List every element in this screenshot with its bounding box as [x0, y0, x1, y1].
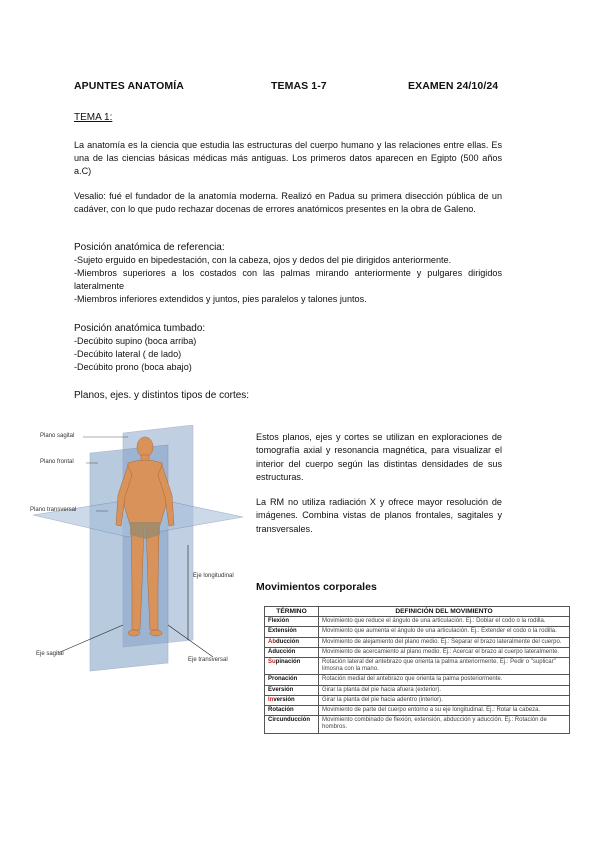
term-cell: Rotación	[265, 706, 319, 716]
table-row	[265, 627, 570, 637]
term-cell: Aducción	[265, 647, 319, 657]
definition-cell: Movimiento de acercamiento al plano medio. Ej.: Acercar el brazo al cuerpo lateralmente.	[319, 647, 570, 657]
header-exam-date: EXAMEN 24/10/24	[408, 80, 499, 92]
definition-cell: Movimiento de alejamiento del plano medio. Ej.: Separar el brazo lateralmente del cuerpo.	[319, 637, 570, 647]
definition-cell: Movimiento combinado de flexión, extensión, abducción y aducción. Ej.: Rotación de hombros.	[319, 716, 570, 733]
definition-cell: Rotación medial del antebrazo que orienta la palma posteriormente.	[319, 675, 570, 685]
table-row	[265, 658, 570, 675]
definition-cell: Movimiento que reduce el ángulo de una articulación. Ej.: Doblar el codo o la rodilla.	[319, 617, 570, 627]
planes-text-1: Estos planos, ejes y cortes se utilizan en exploraciones de tomografía axial y resonancia magnética, para visualizar el interior del cuerpo según las distintas densidades de sus estructuras.	[256, 432, 502, 482]
anatomical-planes-figure	[28, 425, 248, 675]
table-row	[265, 716, 570, 733]
intro-text: La anatomía es la ciencia que estudia las estructuras del cuerpo humano y las relaciones entre ellas. Es una de las ciencias básicas médicas más antiguas. Los primeros datos aparecen en Egipto (500 años a.C)	[74, 140, 502, 176]
lying-position-block	[74, 322, 502, 374]
lying-position-title: Posición anatómica tumbado:	[74, 323, 206, 334]
column-header-definition: DEFINICIÓN DEL MOVIMIENTO	[319, 607, 570, 617]
table-row	[265, 637, 570, 647]
header-topics: TEMAS 1-7	[271, 80, 327, 92]
definition-cell: Movimiento de parte del cuerpo entorno a su eje longitudinal. Ej.: Rotar la cabeza.	[319, 706, 570, 716]
label-eje-transversal: Eje transversal	[188, 657, 228, 663]
section-title: TEMA 1:	[74, 112, 113, 123]
reference-line: -Miembros inferiores extendidos y juntos, pies paralelos y talones juntos.	[74, 294, 367, 304]
term-cell: Supinación	[265, 658, 319, 675]
vesalio-text: Vesalio: fué el fundador de la anatomía moderna. Realizó en Padua su primera disección pública de un cadáver, con lo que pudo rechazar docenas de errores anatómicos presentes en la obra de Galeno.	[74, 191, 502, 214]
reference-position-block	[74, 241, 502, 306]
vesalio-paragraph	[74, 190, 502, 216]
movements-table	[264, 606, 570, 734]
table-row	[265, 647, 570, 657]
term-cell: Pronación	[265, 675, 319, 685]
planes-text-2: La RM no utiliza radiación X y ofrece mayor resolución de imágenes. Combina vistas de planos frontales, sagitales y transversales.	[256, 497, 502, 534]
reference-line: -Sujeto erguido en bipedestación, con la cabeza, ojos y dedos del pie dirigidos anteriormente.	[74, 255, 452, 265]
definition-cell: Girar la planta del pie hacia afuera (exterior).	[319, 685, 570, 695]
lying-line: -Decúbito prono (boca abajo)	[74, 362, 192, 372]
label-plano-frontal: Plano frontal	[40, 459, 74, 465]
intro-paragraph	[74, 139, 502, 178]
header-subject: APUNTES ANATOMÍA	[74, 80, 184, 92]
column-header-term: TÉRMINO	[265, 607, 319, 617]
planes-title: Planos, ejes. y distintos tipos de cortes:	[74, 390, 250, 401]
table-row	[265, 685, 570, 695]
reference-line: -Miembros superiores a los costados con las palmas mirando anteriormente y pulgares dirigidos lateralmente	[74, 268, 502, 291]
reference-position-title: Posición anatómica de referencia:	[74, 242, 225, 253]
term-cell: Flexión	[265, 617, 319, 627]
label-plano-transversal: Plano transversal	[30, 507, 77, 513]
definition-cell: Girar la planta del pie hacia adentro (interior).	[319, 695, 570, 705]
term-cell: Inversión	[265, 695, 319, 705]
lying-line: -Decúbito supino (boca arriba)	[74, 336, 197, 346]
term-cell: Extensión	[265, 627, 319, 637]
table-row	[265, 695, 570, 705]
table-row	[265, 617, 570, 627]
lying-line: -Decúbito lateral ( de lado)	[74, 349, 182, 359]
term-cell: Abducción	[265, 637, 319, 647]
table-header-row	[265, 607, 570, 617]
table-row	[265, 675, 570, 685]
table-row	[265, 706, 570, 716]
term-cell: Eversión	[265, 685, 319, 695]
term-cell: Circunducción	[265, 716, 319, 733]
definition-cell: Rotación lateral del antebrazo que orienta la palma anteriormente. Ej.: Pedir o "suplicar" limosna con la mano.	[319, 658, 570, 675]
definition-cell: Movimiento que aumenta el ángulo de una articulación. Ej.: Extender el codo o la rodilla.	[319, 627, 570, 637]
label-eje-sagital: Eje sagital	[36, 651, 64, 657]
movements-title: Movimientos corporales	[256, 581, 377, 593]
label-plano-sagital: Plano sagital	[40, 433, 75, 439]
label-eje-longitudinal: Eje longitudinal	[193, 573, 234, 579]
